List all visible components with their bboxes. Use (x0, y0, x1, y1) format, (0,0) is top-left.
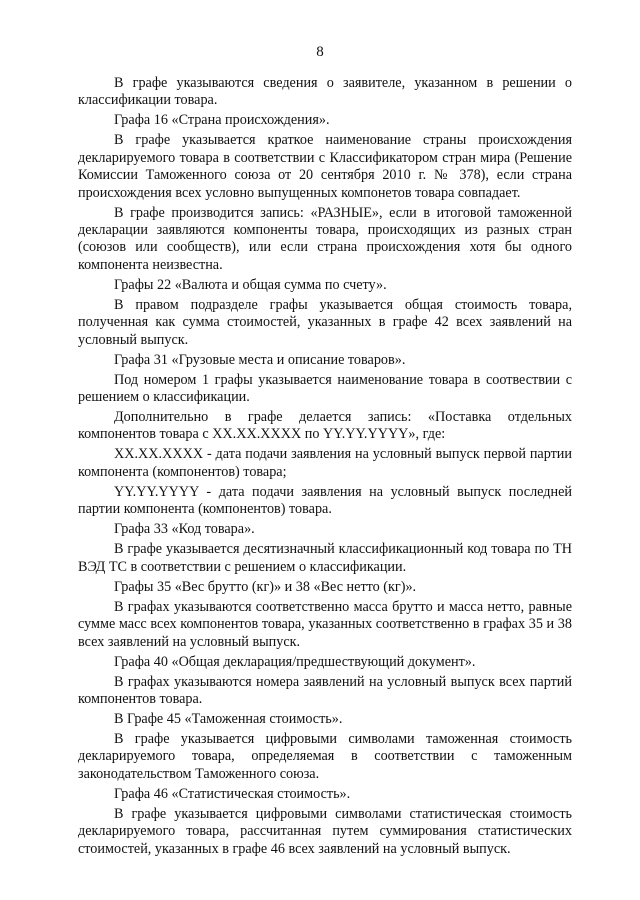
heading-box-45: В Графе 45 «Таможенная стоимость». (114, 710, 343, 727)
paragraph-goods-code: В графе указывается десятизначный классификационный код товара по ТН ВЭД ТС в соответствии с решением о классификации. (78, 541, 572, 575)
document-body (78, 75, 572, 861)
paragraph-goods-name: Под номером 1 графы указывается наименование товара в соотвествии с решением о классификации. (78, 371, 572, 406)
paragraph-supply-record: Дополнительно в графе делается запись: «Поставка отдельных компонентов товара с XX.XX.XXXX по YY.YY.YYYY», где: (78, 409, 572, 443)
heading-box-46: Графа 46 «Статистическая стоимость». (114, 785, 351, 802)
paragraph-first-date: XX.XX.XXXX - дата подачи заявления на условный выпуск первой партии компонента (компонентов) товара; (78, 446, 572, 480)
page-number: 8 (316, 44, 324, 60)
paragraph-applicant-info: В графе указываются сведения о заявителе, указанном в решении о классификации товара. (78, 75, 572, 109)
heading-box-22: Графы 22 «Валюта и общая сумма по счету». (114, 276, 387, 293)
heading-box-35-38: Графы 35 «Вес брутто (кг)» и 38 «Вес нетто (кг)». (114, 578, 417, 595)
paragraph-application-numbers: В графах указываются номера заявлений на условный выпуск всех партий компонентов товара. (78, 673, 572, 707)
heading-box-16: Графа 16 «Страна происхождения». (114, 112, 330, 129)
paragraph-customs-value: В графе указывается цифровыми символами таможенная стоимость декларируемого товара, определяемая в соответствии с таможенным законодательством Таможенного союза. (78, 730, 572, 782)
paragraph-weights: В графах указываются соответственно масса брутто и масса нетто, равные сумме масс всех компонентов товара, указанных соответственно в графах 35 и 38 всех заявлений на условный выпуск. (78, 598, 572, 650)
paragraph-total-value: В правом подразделе графы указывается общая стоимость товара, полученная как сумма стоимостей, указанных в графе 42 всех заявлений на условный выпуск. (78, 296, 572, 348)
paragraph-various-countries: В графе производится запись: «РАЗНЫЕ», если в итоговой таможенной декларации заявляются компоненты товара, происходящих из разных стран (союзов или сообществ), или если страна происхождения хотя бы одного компонента неизвестна. (78, 204, 572, 273)
heading-box-33: Графа 33 «Код товара». (114, 521, 255, 538)
paragraph-statistical-value: В графе указывается цифровыми символами статистическая стоимость декларируемого товара, рассчитанная путем суммирования статистических стоимостей, указанных в графе 46 всех заявлений на условный выпуск. (78, 805, 572, 857)
heading-box-31: Графа 31 «Грузовые места и описание товаров». (114, 351, 406, 368)
heading-box-40: Графа 40 «Общая декларация/предшествующий документ». (114, 653, 476, 670)
paragraph-last-date: YY.YY.YYYY - дата подачи заявления на условный выпуск последней партии компонента (компонентов) товара. (78, 483, 572, 518)
paragraph-country-of-origin: В графе указывается краткое наименование страны происхождения декларируемого товара в соответствии с Классификатором стран мира (Решение Комиссии Таможенного союза от 20 сентября 2010 г. № 378), если страна происхождения всех условно выпущенных компонетов товара совпадает. (78, 132, 572, 201)
